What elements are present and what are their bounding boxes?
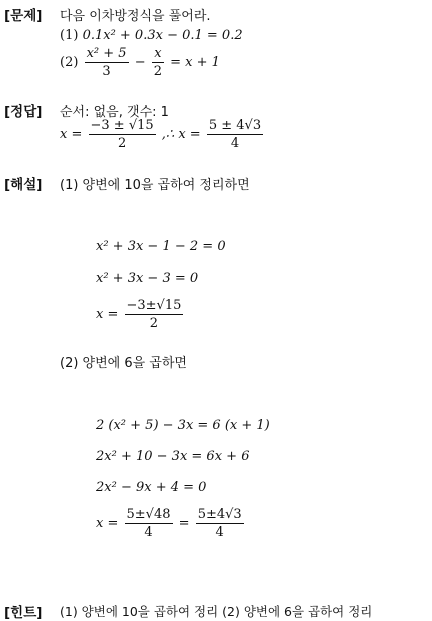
fraction-numerator: 5 ± 4√3 <box>208 118 262 133</box>
solution-step-1-intro: (1) 양변에 10을 곱하여 정리하면 <box>60 178 250 193</box>
hint-text: (1) 양변에 10을 곱하여 정리 (2) 양변에 6을 곱하여 정리 <box>60 604 373 619</box>
fraction-numerator: −3 ± √15 <box>90 118 154 133</box>
problem-item-2 <box>60 46 220 79</box>
hint-label: [힌트] <box>4 605 43 621</box>
solution-step-1-line-3 <box>96 298 185 331</box>
solution-step-2-fraction-1 <box>125 507 173 540</box>
x-equals: x = <box>96 307 119 322</box>
answer-fraction-2 <box>207 118 263 151</box>
problem-item-2-number: (2) <box>60 55 79 70</box>
solution-step-2-line-2: 2x² + 10 − 3x = 6x + 6 <box>96 449 250 464</box>
answer-x-equals: x = <box>60 127 83 142</box>
answer-solutions <box>60 118 265 151</box>
solution-step-1-fraction <box>125 298 184 331</box>
solution-step-2-line-1: 2 (x² + 5) − 3x = 6 (x + 1) <box>96 418 270 433</box>
x-equals: x = <box>96 516 119 531</box>
answer-label: [정답] <box>4 104 43 120</box>
problem-intro: 다음 이차방정식을 풀어라. <box>60 9 211 24</box>
fraction-denominator: 2 <box>149 316 159 331</box>
problem-item-2-rhs: = x + 1 <box>170 55 220 70</box>
fraction-denominator: 3 <box>102 64 111 79</box>
solution-step-2-line-3: 2x² − 9x + 4 = 0 <box>96 480 207 495</box>
solution-step-2-line-4 <box>96 507 246 540</box>
equals-sign: = <box>178 516 190 531</box>
problem-item-1-equation: 0.1x² + 0.3x − 0.1 = 0.2 <box>82 28 243 43</box>
fraction-denominator: 4 <box>230 136 240 151</box>
minus-sign: − <box>134 55 146 70</box>
solution-step-2-fraction-2 <box>196 507 244 540</box>
fraction-numerator: 5±4√3 <box>197 507 242 522</box>
solution-step-1-line-2: x² + 3x − 3 = 0 <box>96 271 199 286</box>
solution-step-2-intro: (2) 양변에 6을 곱하면 <box>60 356 187 371</box>
problem-item-1-number: (1) <box>60 28 79 43</box>
solution-label: [해설] <box>4 177 43 193</box>
fraction-denominator: 4 <box>144 525 153 540</box>
answer-summary: 순서: 없음, 갯수: 1 <box>60 105 169 120</box>
fraction-denominator: 2 <box>153 64 163 79</box>
answer-fraction-1 <box>89 118 156 151</box>
fraction-numerator: 5±√48 <box>126 507 171 522</box>
fraction-denominator: 4 <box>215 525 224 540</box>
fraction-numerator: −3±√15 <box>126 298 182 313</box>
problem-item-2-fraction-2 <box>152 46 164 79</box>
answer-therefore: ,∴ x = <box>161 127 201 142</box>
fraction-numerator: x <box>154 46 162 61</box>
problem-label: [문제] <box>4 8 43 24</box>
problem-item-2-fraction-1 <box>85 46 129 79</box>
fraction-numerator: x² + 5 <box>86 46 127 61</box>
solution-step-1-line-1: x² + 3x − 1 − 2 = 0 <box>96 239 226 254</box>
fraction-denominator: 2 <box>117 136 127 151</box>
problem-item-1 <box>60 28 243 43</box>
